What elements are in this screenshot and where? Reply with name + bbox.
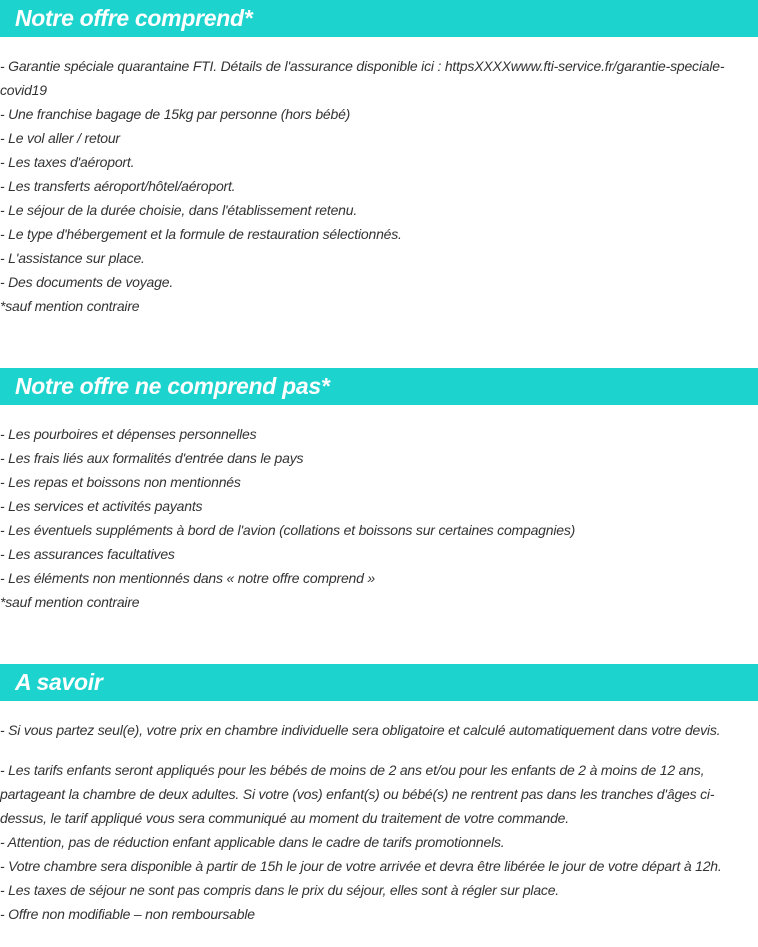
list-item: - Votre chambre sera disponible à partir de 15h le jour de votre arrivée et devra être libérée le jour de votre départ à 12h. xyxy=(0,858,722,874)
good-to-know-list xyxy=(0,701,758,926)
list-item: - Si vous partez seul(e), votre prix en chambre individuelle sera obligatoire et calculé automatiquement dans votre devis. xyxy=(0,722,721,738)
list-item: - Les assurances facultatives xyxy=(0,546,175,562)
paragraph-spacer xyxy=(0,742,758,758)
footnote: *sauf mention contraire xyxy=(0,594,140,610)
list-item: - L'assistance sur place. xyxy=(0,250,145,266)
list-item: - Les pourboires et dépenses personnelles xyxy=(0,426,257,442)
list-item: - Les éventuels suppléments à bord de l'avion (collations et boissons sur certaines compagnies) xyxy=(0,522,576,538)
list-item: - Garantie spéciale quarantaine FTI. Détails de l'assurance disponible ici : httpsXXXXwww.fti-service.fr/garantie-speciale-covid19 xyxy=(0,58,725,98)
section-header-included xyxy=(0,0,758,37)
section-header-not-included xyxy=(0,368,758,405)
included-list xyxy=(0,37,758,318)
list-item: - Des documents de voyage. xyxy=(0,274,174,290)
list-item: - Les services et activités payants xyxy=(0,498,203,514)
section-title-good-to-know: A savoir xyxy=(15,669,103,695)
list-item: - Les transferts aéroport/hôtel/aéroport. xyxy=(0,178,236,194)
list-item: - Les tarifs enfants seront appliqués pour les bébés de moins de 2 ans et/ou pour les enfants de 2 à moins de 12 ans, partageant la chambre de deux adultes. Si votre (vos) enfant(s) ou bébé(s) ne rentrent pas dans les tranches d'âges ci-dessus, le tarif appliqué vous sera communiqué au moment du traitement de votre commande. xyxy=(0,762,715,826)
section-header-good-to-know xyxy=(0,664,758,701)
list-item: - Attention, pas de réduction enfant applicable dans le cadre de tarifs promotionnels. xyxy=(0,834,505,850)
list-item: - Les éléments non mentionnés dans « notre offre comprend » xyxy=(0,570,375,586)
list-item: - Les taxes de séjour ne sont pas compris dans le prix du séjour, elles sont à régler sur place. xyxy=(0,882,559,898)
list-item: - Le type d'hébergement et la formule de restauration sélectionnés. xyxy=(0,226,402,242)
list-item: - Offre non modifiable – non remboursable xyxy=(0,906,255,922)
list-item: - Le vol aller / retour xyxy=(0,130,120,146)
section-title-not-included: Notre offre ne comprend pas* xyxy=(15,373,330,399)
section-title-included: Notre offre comprend* xyxy=(15,5,253,31)
list-item: - Les frais liés aux formalités d'entrée dans le pays xyxy=(0,450,304,466)
footnote: *sauf mention contraire xyxy=(0,298,140,314)
not-included-list xyxy=(0,405,758,614)
list-item: - Les taxes d'aéroport. xyxy=(0,154,135,170)
list-item: - Le séjour de la durée choisie, dans l'établissement retenu. xyxy=(0,202,358,218)
list-item: - Une franchise bagage de 15kg par personne (hors bébé) xyxy=(0,106,351,122)
list-item: - Les repas et boissons non mentionnés xyxy=(0,474,241,490)
